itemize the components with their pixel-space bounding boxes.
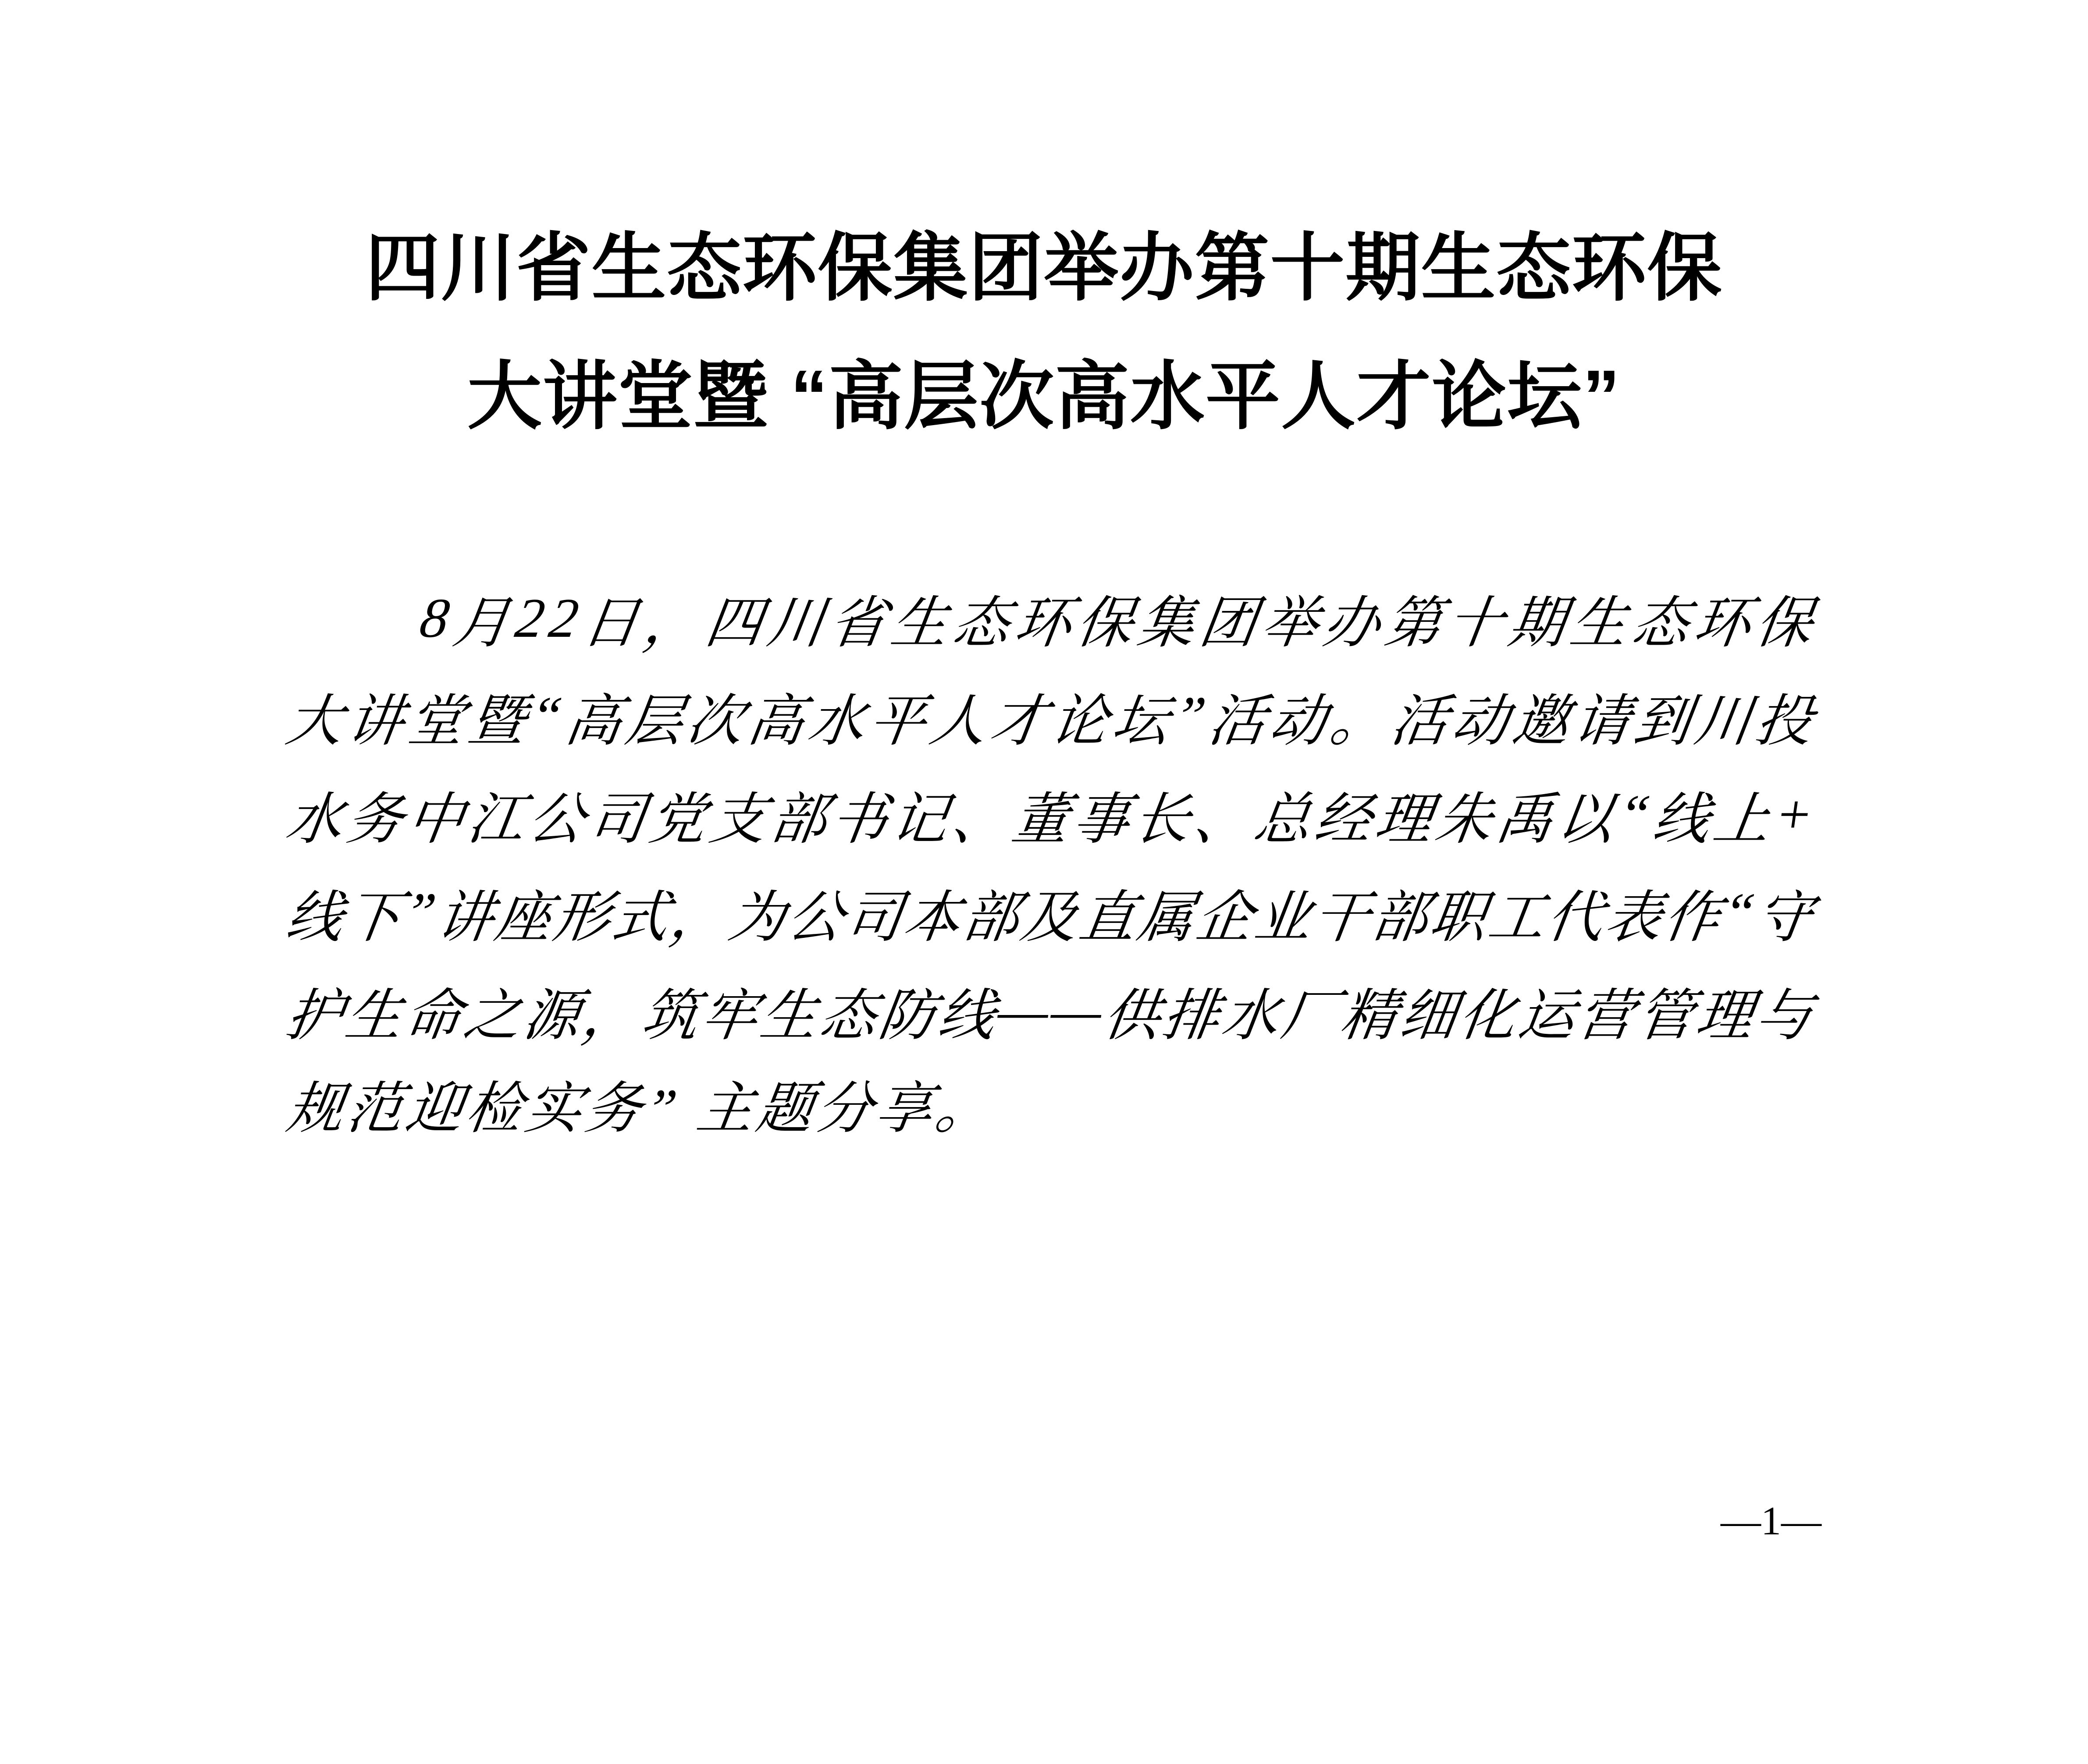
body-line-5: 护 生 命 之 源 ， 筑 牢 生 态 防 线 — — 供 排 水 厂 精 细 化 运 营 管 理 与 — [282, 979, 1817, 1047]
title-line-2: 大讲堂暨 “高层次高水平人才论坛” — [467, 355, 1621, 438]
document-title — [140, 204, 1948, 461]
body-line-3: 水 务 中 江 公 司 党 支 部 书 记 、 董 事 长 、 总 经 理 朱 禹 以 “ 线 上 + — [282, 783, 1818, 851]
body-line-6: 规范迎检实务” 主题分享。 — [283, 1078, 1000, 1140]
title-line-1: 四川省生态环保集团举办第十期生态环保 — [365, 227, 1723, 310]
body-line-2: 大 讲 堂 暨 “ 高 层 次 高 水 平 人 才 论 坛 ” 活 动 。 活 动 邀 请 到 川 投 — [282, 685, 1817, 752]
body-line-4: 线 下 ” 讲 座 形 式 ， 为 公 司 本 部 及 直 属 企 业 干 部 职 工 代 表 作 “ 守 — [282, 881, 1817, 949]
body-line-1: 8 月 2 2 日 ， 四 川 省 生 态 环 保 集 团 举 办 第 十 期 生 态 环 保 — [416, 586, 1817, 654]
page-number: —1— — [1721, 1498, 1821, 1543]
body-paragraph — [281, 569, 1818, 1158]
